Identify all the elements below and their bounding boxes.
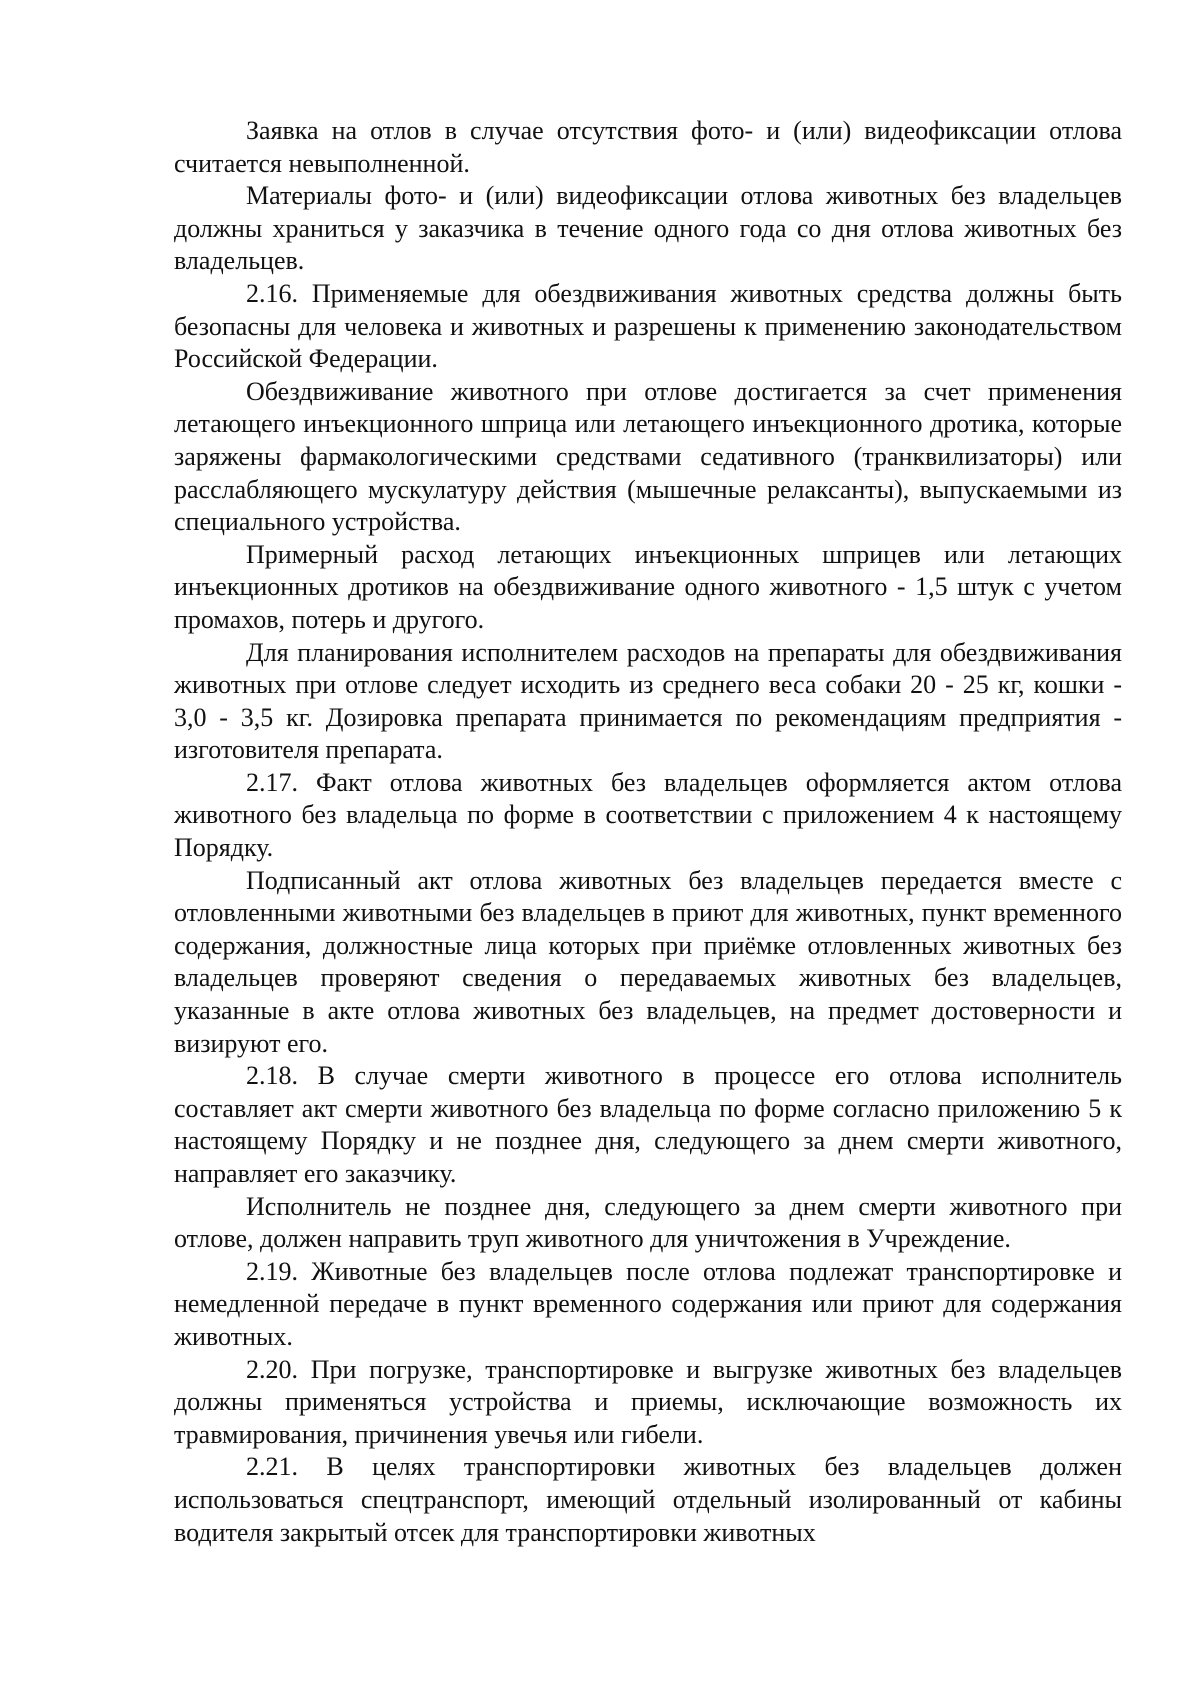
paragraph-corpse-disposal: Исполнитель не позднее дня, следующего за днем смерти животного при отлове, должен направить труп животного для уничтожения в Учреждение. [174, 1191, 1122, 1254]
document-page [174, 115, 1122, 1549]
paragraph-drug-planning: Для планирования исполнителем расходов на препараты для обездвиживания животных при отлове следует исходить из среднего веса собаки 20 - 25 кг, кошки - 3,0 - 3,5 кг. Дозировка препарата принимается по рекомендациям предприятия - изготовителя препарата. [174, 637, 1122, 765]
paragraph-2-16-immobilization-means: 2.16. Применяемые для обездвиживания животных средства должны быть безопасны для человека и животных и разрешены к применению законодательством Российской Федерации. [174, 278, 1122, 374]
paragraph-2-17-capture-act: 2.17. Факт отлова животных без владельцев оформляется актом отлова животного без владельца по форме в соответствии с приложением 4 к настоящему Порядку. [174, 767, 1122, 863]
paragraph-syringe-consumption: Примерный расход летающих инъекционных шприцев или летающих инъекционных дротиков на обездвиживание одного животного - 1,5 штук с учетом промахов, потерь и другого. [174, 539, 1122, 634]
paragraph-immobilization-method: Обездвиживание животного при отлове достигается за счет применения летающего инъекционного шприца или летающего инъекционного дротика, которые заряжены фармакологическими средствами седативного (транквилизаторы) или расслабляющего мускулатуру действия (мышечные релаксанты), выпускаемыми из специального устройства. [174, 376, 1122, 537]
paragraph-request-unfulfilled: Заявка на отлов в случае отсутствия фото- и (или) видеофиксации отлова считается невыполненной. [174, 116, 1122, 178]
paragraph-photo-materials-storage: Материалы фото- и (или) видеофиксации отлова животных без владельцев должны храниться у заказчика в течение одного года со дня отлова животных без владельцев. [174, 181, 1122, 276]
paragraph-2-18-death-act: 2.18. В случае смерти животного в процессе его отлова исполнитель составляет акт смерти животного без владельца по форме согласно приложению 5 к настоящему Порядку и не позднее дня, следующего за днем смерти животного, направляет его заказчику. [174, 1061, 1122, 1188]
paragraph-2-21-special-transport: 2.21. В целях транспортировки животных без владельцев должен использоваться спецтранспорт, имеющий отдельный изолированный от кабины водителя закрытый отсек для транспортировки животных [174, 1452, 1122, 1547]
paragraph-2-19-transport-transfer: 2.19. Животные без владельцев после отлова подлежат транспортировке и немедленной передаче в пункт временного содержания или приют для содержания животных. [174, 1256, 1122, 1351]
paragraph-signed-act-transfer: Подписанный акт отлова животных без владельцев передается вместе с отловленными животными без владельцев в приют для животных, пункт временного содержания, должностные лица которых при приёмке отловленных животных без владельцев проверяют сведения о передаваемых животных без владельцев, указанные в акте отлова животных без владельцев, на предмет достоверности и визируют его. [174, 865, 1122, 1058]
paragraph-2-20-loading-safety: 2.20. При погрузке, транспортировке и выгрузке животных без владельцев должны применяться устройства и приемы, исключающие возможность их травмирования, причинения увечья или гибели. [174, 1354, 1122, 1449]
